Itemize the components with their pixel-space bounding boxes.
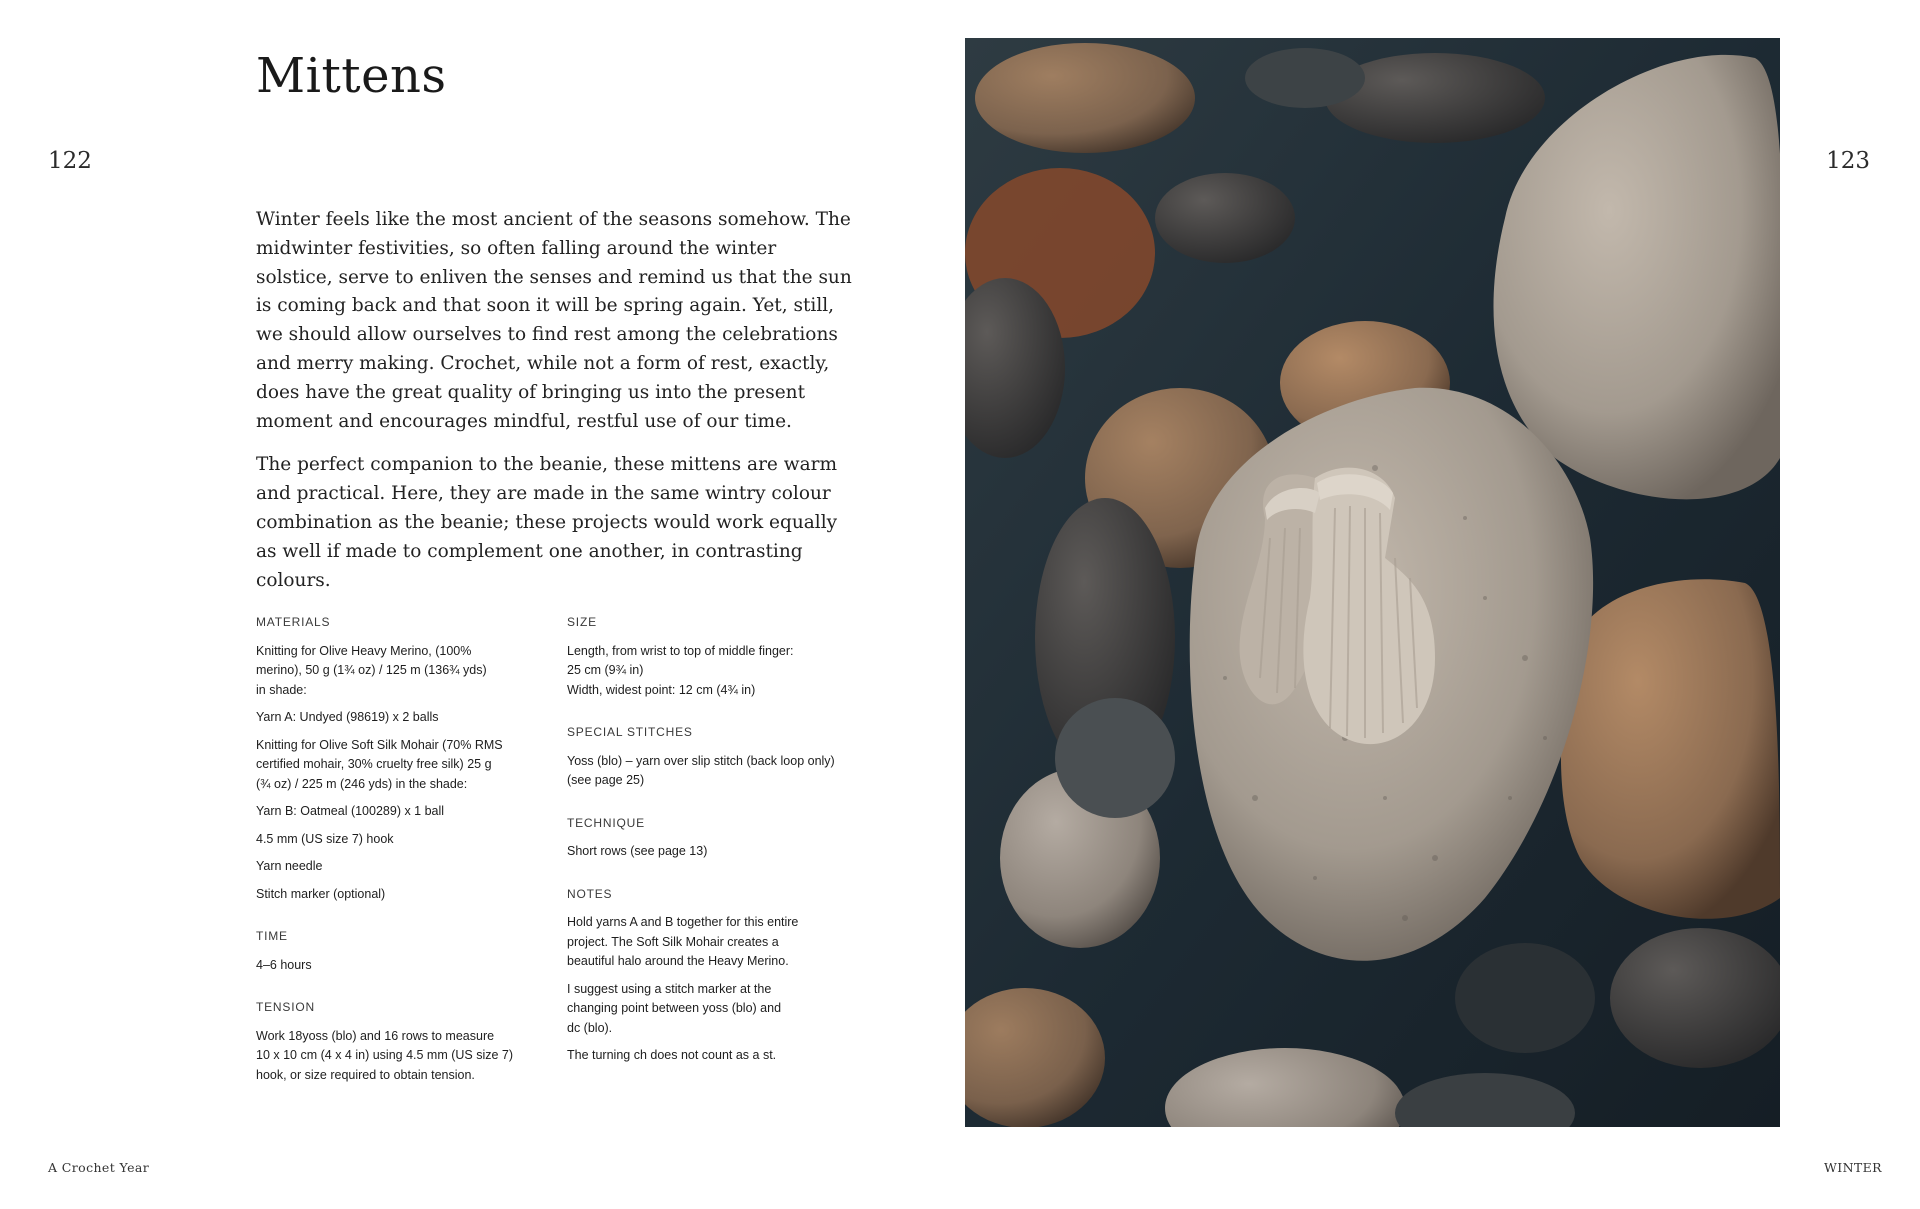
size-heading: SIZE [567,615,597,629]
page-title: Mittens [256,48,447,104]
time-section [256,927,556,975]
time-item: 4–6 hours [256,957,312,972]
materials-item: Knitting for Olive Heavy Merino, (100% merino), 50 g (1¾ oz) / 125 m (136¾ yds) in shade: [256,643,487,697]
time-heading: TIME [256,929,288,943]
footer-section-name: WINTER [1824,1160,1882,1175]
pebble [975,43,1195,153]
brown-rock [1561,579,1780,919]
tension-heading: TENSION [256,1000,315,1014]
notes-item: I suggest using a stitch marker at the changing point between yoss (blo) and dc (blo). [567,981,782,1035]
intro-text [256,206,856,610]
notes-item: Hold yarns A and B together for this entire project. The Soft Silk Mohair creates a beautiful halo around the Heavy Merino. [567,915,799,968]
notes-item: The turning ch does not count as a st. [567,1048,777,1062]
size-section [567,613,877,700]
intro-paragraph: Winter feels like the most ancient of the seasons somehow. The midwinter festivities, so often falling around the winter solstice, serve to enliven the senses and remind us that the sun is coming back and that soon it will be spring again. Yet, still, we should allow ourselves to find rest among the celebrations and merry making. Crochet, while not a form of rest, exactly, does have the great quality of bringing us into the present moment and encourages mindful, restful use of our time. [256,209,852,432]
page-number-right: 123 [1826,148,1870,174]
materials-section [256,613,556,904]
technique-section [567,814,877,862]
footer-book-title: A Crochet Year [48,1160,150,1175]
details-column-left [256,613,556,1108]
pebble [1155,173,1295,263]
tension-section [256,998,556,1085]
materials-item: Yarn needle [256,859,323,873]
photo-illustration [965,38,1780,1127]
page-number-left: 122 [48,148,92,174]
mittens-on-rocks-photo [965,38,1780,1127]
tension-item: Work 18yoss (blo) and 16 rows to measure 10 x 10 cm (4 x 4 in) using 4.5 mm (US size 7) hook, or size required to obtain tension. [256,1028,514,1082]
special-stitches-section [567,723,877,791]
materials-item: Yarn A: Undyed (98619) x 2 balls [256,710,439,724]
materials-item: Stitch marker (optional) [256,886,386,901]
special-stitches-heading: SPECIAL STITCHES [567,725,693,739]
technique-heading: TECHNIQUE [567,815,645,830]
pebble [1245,48,1365,108]
intro-paragraph: The perfect companion to the beanie, these mittens are warm and practical. Here, they are made in the same wintry colour combination as the beanie; these projects would work equally as well if made to complement one another, in contrasting colours. [256,454,838,591]
materials-item: Yarn B: Oatmeal (100289) x 1 ball [256,804,445,818]
notes-section [567,885,877,1066]
materials-heading: MATERIALS [256,615,331,629]
details-column-right [567,613,877,1089]
notes-heading: NOTES [567,886,613,901]
technique-item: Short rows (see page 13) [567,844,708,858]
special-stitches-item: Yoss (blo) – yarn over slip stitch (back loop only) (see page 25) [567,753,835,787]
materials-item: 4.5 mm (US size 7) hook [256,831,394,846]
materials-item: Knitting for Olive Soft Silk Mohair (70% RMS certified mohair, 30% cruelty free silk) 25 g (¾ oz) / 225 m (246 yds) in the shade: [256,737,503,791]
pebble [1455,943,1595,1053]
pebble [1055,698,1175,818]
size-item: Length, from wrist to top of middle finger: 25 cm (9¾ in) Width, widest point: 12 cm (4¾ in) [567,643,794,697]
